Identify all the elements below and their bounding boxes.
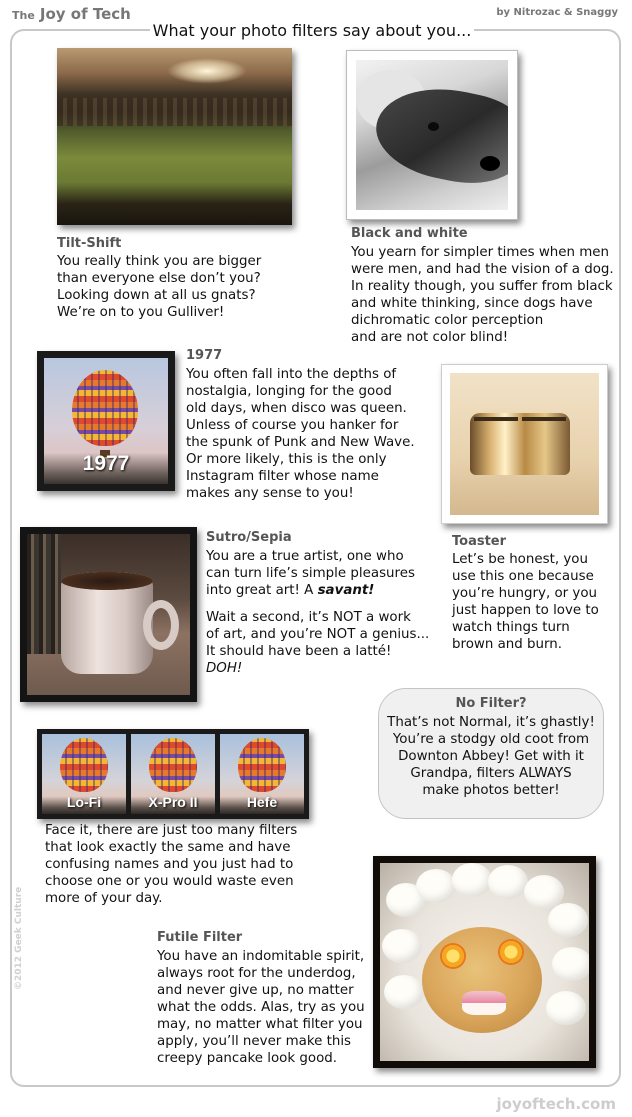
- hot-air-balloon: [149, 738, 197, 792]
- hot-air-balloon: [60, 738, 108, 792]
- sutro-text-2: Wait a second, it’s NOT a work of art, and you’re NOT a genius... It should have been a latté!: [206, 610, 430, 659]
- toaster-text: Let’s be honest, you use this one because you’re hungry, or you just happen to love to watch things turn brown and burn.: [452, 552, 599, 652]
- black-white-caption: Black and white: [351, 226, 468, 241]
- n1977-text: You often fall into the depths of nostalgia, longing for the good old days, when disco was queen. Unless of course you hanker for the spunk of Punk and New Wave. Or more likely, this is the only Instagram filter whose name makes any sense to you!: [186, 367, 415, 501]
- filter-strip: [37, 729, 309, 819]
- coffee-liquid: [61, 572, 153, 590]
- tilt-shift-caption: Tilt-Shift: [57, 236, 122, 251]
- sutro-savant: savant!: [317, 583, 375, 598]
- many-filters-text: Face it, there are just too many filters that look exactly the same and have confusing names and you just had to choose one or you would waste even more of your day.: [45, 823, 298, 906]
- candy-eye: [498, 939, 524, 965]
- filter-label-lofi: Lo-Fi: [66, 794, 102, 810]
- toaster-caption: Toaster: [452, 534, 507, 549]
- whipped-cream: [382, 929, 422, 963]
- toaster-photo: [450, 373, 599, 515]
- stadium-lights: [167, 58, 247, 84]
- black-white-text: You yearn for simpler times when men were men, and had the vision of a dog. In reality though, you suffer from black and white thinking, since dogs have dichromatic color perception and are not color blind!: [351, 245, 614, 345]
- whipped-cream: [452, 863, 492, 897]
- comic-title: What your photo filters say about you...: [150, 19, 474, 45]
- sutro-text-1: [206, 548, 431, 599]
- whipped-cream: [552, 947, 589, 981]
- lofi-photo: [42, 734, 126, 814]
- balloon-1977-photo: [44, 358, 168, 484]
- sutro-text-1a: You are a true artist, one who can turn life’s simple pleasures into great art! A: [206, 549, 415, 598]
- n1977-caption: 1977: [186, 348, 223, 363]
- hefe-photo: [220, 734, 304, 814]
- toaster-slot: [474, 417, 518, 421]
- toaster: [470, 413, 570, 475]
- comic-header-left: [12, 4, 131, 23]
- series-name: Joy of Tech: [39, 5, 131, 23]
- dog-photo: [356, 60, 508, 210]
- xpro-photo: [131, 734, 215, 814]
- candy-teeth: [462, 991, 506, 1015]
- coffee-photo-frame: [20, 527, 197, 702]
- hot-air-balloon: [72, 370, 138, 446]
- candy-eye: [440, 943, 466, 969]
- coffee-photo: [27, 534, 190, 695]
- credit: by Nitrozac & Snaggy: [496, 7, 618, 18]
- filter-label-xpro: X-Pro II: [148, 794, 198, 810]
- balloon-1977-frame: [37, 351, 175, 491]
- series-prefix: The: [12, 9, 35, 22]
- filter-label-1977: 1977: [82, 452, 130, 475]
- no-filter-caption: No Filter?: [455, 696, 527, 711]
- no-filter-bubble: [378, 688, 604, 819]
- futile-text: You have an indomitable spirit, always root for the underdog, and never give up, no matter what the odds. Alas, try as you may, no matter what filter you apply, you’ll never make this creepy pancake look good.: [157, 949, 365, 1066]
- hot-air-balloon: [238, 738, 286, 792]
- pancake-photo-frame: [373, 856, 596, 1068]
- site-url: joyoftech.com: [496, 1095, 616, 1113]
- whipped-cream: [384, 975, 424, 1009]
- sutro-caption: Sutro/Sepia: [206, 530, 292, 545]
- pancake: [422, 927, 542, 1033]
- mug-handle: [143, 600, 179, 650]
- dog-photo-frame: [346, 50, 518, 220]
- dog-eye: [428, 122, 439, 131]
- no-filter-text: That’s not Normal, it’s ghastly! You’re a stodgy old coot from Downton Abbey! Get with it Grandpa, filters ALWAYS make photos better!: [387, 715, 595, 798]
- filter-label-hefe: Hefe: [246, 794, 278, 810]
- bookshelf: [27, 534, 61, 654]
- dog-nose: [480, 156, 500, 171]
- pancake-photo: [380, 863, 589, 1061]
- whipped-cream: [416, 869, 456, 903]
- stadium-stands: [57, 98, 292, 126]
- tilt-shift-text: You really think you are bigger than everyone else don’t you? Looking down at all us gnats? We’re on to you Gulliver!: [57, 254, 262, 320]
- toaster-slot: [522, 417, 566, 421]
- whipped-cream: [488, 865, 528, 899]
- toaster-photo-frame: [441, 364, 608, 524]
- whipped-cream: [548, 903, 588, 937]
- futile-caption: Futile Filter: [157, 930, 243, 945]
- coffee-mug: [61, 578, 153, 674]
- copyright: ©2012 Geek Culture: [14, 886, 24, 990]
- whipped-cream: [546, 991, 586, 1025]
- sutro-doh: DOH!: [206, 661, 243, 676]
- stadium-photo: [57, 48, 292, 225]
